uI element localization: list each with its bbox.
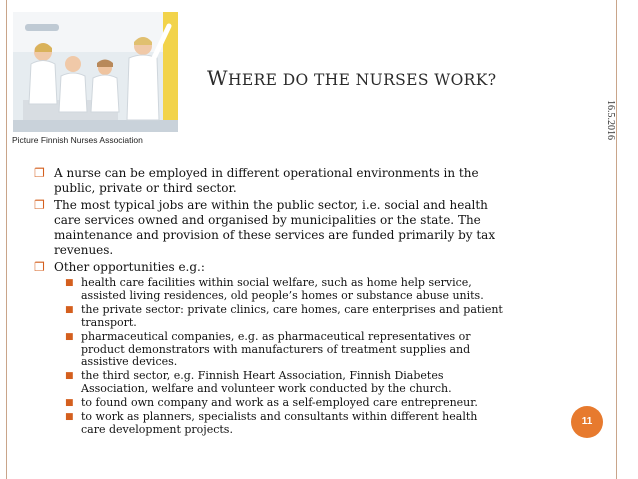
sub-bullet-line: transport. [81,315,137,329]
slide-content [34,166,574,438]
slide-title [207,66,496,90]
sub-bullet-line: assisted living residences, old people’s homes or substance abuse units. [81,288,484,302]
bullet-line: public, private or third sector. [54,181,237,195]
sub-bullet-line: the third sector, e.g. Finnish Heart Association, Finnish Diabetes [81,369,444,383]
sub-bullet-line: product demonstrators with manufacturers of treatment supplies and [81,342,471,356]
nurses-photo [13,12,178,132]
bullet-item [34,198,574,258]
sub-bullet-item [34,397,574,410]
bullet-line: care services owned and organised by municipalities or the state. The [54,213,481,227]
small-square-bullet-icon: ■ [65,278,74,288]
bullet-line: maintenance and provision of these services are funded primarily by tax [54,228,496,242]
bullet-item [34,166,574,196]
page-number-badge: 11 [571,406,603,438]
sub-bullet-line: to found own company and work as a self-employed care entrepreneur. [81,396,478,410]
sub-bullet-item [34,277,574,303]
square-bullet-icon: ❐ [34,198,45,212]
sub-bullet-item [34,370,574,396]
frame-left-line [6,0,7,479]
sub-bullet-line: health care facilities within social welfare, such as home help service, [81,276,472,289]
bullet-line: The most typical jobs are within the public sector, i.e. social and health [54,198,488,212]
small-square-bullet-icon: ■ [65,331,74,342]
nurses-photo-illustration [13,12,178,132]
sub-bullet-line: pharmaceutical companies, e.g. as pharmaceutical representatives or [81,329,471,343]
sub-bullet-line: care development projects. [81,422,233,436]
sub-bullet-line: to work as planners, specialists and consultants within different health [81,410,478,424]
slide-title-initial: W [207,66,228,90]
small-square-bullet-icon: ■ [65,398,74,409]
square-bullet-icon: ❐ [34,260,45,274]
slide-title-rest: HERE DO THE NURSES WORK? [227,71,497,89]
sub-bullet-line: Association, welfare and volunteer work conducted by the church. [81,382,452,396]
sub-bullet-item [34,304,574,330]
sub-bullet-item [34,411,574,437]
photo-caption: Picture Finnish Nurses Association [12,135,143,145]
sub-bullet-item [34,331,574,370]
small-square-bullet-icon: ■ [65,412,74,423]
square-bullet-icon: ❐ [34,166,45,180]
small-square-bullet-icon: ■ [65,304,74,315]
bullet-item [34,260,574,275]
frame-right-line [616,0,617,479]
slide-date: 16.5.2016 [605,100,616,140]
sub-bullet-line: assistive devices. [81,355,178,369]
bullet-line: A nurse can be employed in different operational environments in the [54,166,479,180]
bullet-line: revenues. [54,243,114,257]
small-square-bullet-icon: ■ [65,371,74,382]
bullet-line: Other opportunities e.g.: [54,260,205,274]
sub-bullet-line: the private sector: private clinics, care homes, care enterprises and patient [81,302,503,316]
